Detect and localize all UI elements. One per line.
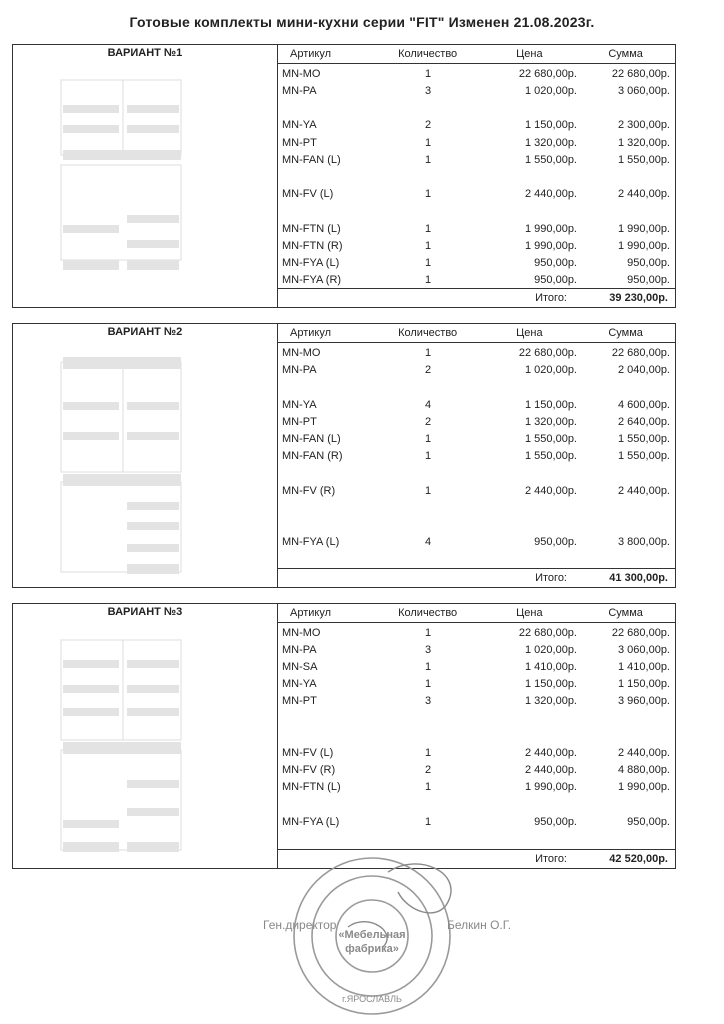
table-row xyxy=(278,745,676,761)
cell-article: MN-PT xyxy=(282,416,317,428)
table-row xyxy=(278,238,676,254)
table-row xyxy=(278,642,676,658)
total-row xyxy=(278,288,676,307)
cell-sum: 950,00р. xyxy=(627,274,670,286)
table-header xyxy=(278,45,675,64)
cell-price: 1 020,00р. xyxy=(525,364,577,376)
items-table xyxy=(277,604,675,868)
cell-qty: 1 xyxy=(424,678,432,690)
total-value: 42 520,00р. xyxy=(609,853,668,865)
cell-price: 950,00р. xyxy=(534,816,577,828)
header-article: Артикул xyxy=(290,327,332,339)
cell-qty: 1 xyxy=(424,347,432,359)
cell-article: MN-FAN (L) xyxy=(282,433,341,445)
cell-price: 22 680,00р. xyxy=(518,347,577,359)
cell-sum: 1 990,00р. xyxy=(618,781,670,793)
variant-block-3 xyxy=(12,603,676,869)
cell-sum: 950,00р. xyxy=(627,816,670,828)
total-label: Итого: xyxy=(535,292,567,304)
cell-price: 1 990,00р. xyxy=(525,223,577,235)
items-table xyxy=(277,45,675,307)
header-price: Цена xyxy=(516,327,543,339)
cell-price: 1 150,00р. xyxy=(525,119,577,131)
header-qty: Количество xyxy=(398,607,458,619)
cell-article: MN-PA xyxy=(282,85,317,97)
table-row xyxy=(278,186,676,202)
table-row xyxy=(278,272,676,288)
cell-price: 1 550,00р. xyxy=(525,154,577,166)
cell-qty: 1 xyxy=(424,747,432,759)
cell-qty: 4 xyxy=(424,536,432,548)
cell-sum: 1 550,00р. xyxy=(618,433,670,445)
cell-price: 1 320,00р. xyxy=(525,695,577,707)
table-row xyxy=(278,135,676,151)
total-label: Итого: xyxy=(535,853,567,865)
cell-article: MN-SA xyxy=(282,661,318,673)
svg-text:г.ЯРОСЛАВЛЬ: г.ЯРОСЛАВЛЬ xyxy=(342,994,402,1004)
cell-article: MN-FV (R) xyxy=(282,764,336,776)
cell-qty: 2 xyxy=(424,364,432,376)
table-row xyxy=(278,625,676,641)
cell-qty: 1 xyxy=(424,240,432,252)
table-row xyxy=(278,483,676,499)
header-article: Артикул xyxy=(290,607,332,619)
cell-sum: 1 990,00р. xyxy=(618,223,670,235)
cell-sum: 2 440,00р. xyxy=(618,188,670,200)
cell-article: MN-MO xyxy=(282,347,321,359)
cell-price: 1 990,00р. xyxy=(525,240,577,252)
table-row xyxy=(278,693,676,709)
cell-sum: 2 040,00р. xyxy=(618,364,670,376)
cell-sum: 1 150,00р. xyxy=(618,678,670,690)
cell-article: MN-FAN (L) xyxy=(282,154,341,166)
cell-article: MN-YA xyxy=(282,678,317,690)
header-qty: Количество xyxy=(398,327,458,339)
svg-text:«Мебельная: «Мебельная xyxy=(338,929,406,941)
cell-price: 950,00р. xyxy=(534,274,577,286)
cell-qty: 1 xyxy=(424,68,432,80)
cell-price: 2 440,00р. xyxy=(525,764,577,776)
total-value: 39 230,00р. xyxy=(609,292,668,304)
cell-price: 950,00р. xyxy=(534,257,577,269)
cell-sum: 1 550,00р. xyxy=(618,154,670,166)
table-row xyxy=(278,345,676,361)
cell-article: MN-FYA (L) xyxy=(282,257,340,269)
cell-sum: 1 550,00р. xyxy=(618,450,670,462)
items-table xyxy=(277,324,675,587)
cell-article: MN-FV (R) xyxy=(282,485,336,497)
cell-qty: 2 xyxy=(424,764,432,776)
signature-position: Ген.директор xyxy=(263,918,337,932)
table-row xyxy=(278,448,676,464)
cell-price: 2 440,00р. xyxy=(525,485,577,497)
total-row xyxy=(278,568,676,587)
cell-price: 1 410,00р. xyxy=(525,661,577,673)
table-row xyxy=(278,762,676,778)
cell-article: MN-FV (L) xyxy=(282,747,334,759)
page-title: Готовые комплекты мини-кухни серии "FIT" Изменен 21.08.2023г. xyxy=(129,14,595,30)
cell-article: MN-MO xyxy=(282,627,321,639)
cell-article: MN-PA xyxy=(282,364,317,376)
cell-qty: 1 xyxy=(424,274,432,286)
cell-price: 1 550,00р. xyxy=(525,450,577,462)
cell-qty: 2 xyxy=(424,119,432,131)
cell-price: 2 440,00р. xyxy=(525,188,577,200)
cell-sum: 2 640,00р. xyxy=(618,416,670,428)
table-row xyxy=(278,659,676,675)
cell-sum: 2 440,00р. xyxy=(618,485,670,497)
header-sum: Сумма xyxy=(608,607,643,619)
cell-qty: 1 xyxy=(424,485,432,497)
cell-sum: 3 060,00р. xyxy=(618,644,670,656)
cell-qty: 3 xyxy=(424,695,432,707)
cell-price: 1 020,00р. xyxy=(525,85,577,97)
cell-qty: 1 xyxy=(424,154,432,166)
cell-article: MN-MO xyxy=(282,68,321,80)
cell-price: 1 150,00р. xyxy=(525,678,577,690)
cell-article: MN-FTN (L) xyxy=(282,781,341,793)
cell-sum: 1 320,00р. xyxy=(618,137,670,149)
header-article: Артикул xyxy=(290,48,332,60)
total-label: Итого: xyxy=(535,572,567,584)
variant-block-2 xyxy=(12,323,676,588)
cell-article: MN-PT xyxy=(282,695,317,707)
cell-article: MN-YA xyxy=(282,119,317,131)
header-qty: Количество xyxy=(398,48,458,60)
cell-qty: 1 xyxy=(424,257,432,269)
variant-title: ВАРИАНТ №3 xyxy=(107,606,183,618)
cell-sum: 4 880,00р. xyxy=(618,764,670,776)
variant-title: ВАРИАНТ №1 xyxy=(107,47,183,59)
cell-article: MN-FTN (L) xyxy=(282,223,341,235)
table-row xyxy=(278,431,676,447)
table-row xyxy=(278,362,676,378)
table-row xyxy=(278,414,676,430)
cell-sum: 1 410,00р. xyxy=(618,661,670,673)
cell-price: 1 150,00р. xyxy=(525,399,577,411)
cell-sum: 3 800,00р. xyxy=(618,536,670,548)
table-row xyxy=(278,83,676,99)
cell-price: 1 320,00р. xyxy=(525,137,577,149)
table-row xyxy=(278,66,676,82)
cell-qty: 4 xyxy=(424,399,432,411)
table-header xyxy=(278,604,675,623)
table-row xyxy=(278,221,676,237)
cell-qty: 1 xyxy=(424,223,432,235)
cell-qty: 3 xyxy=(424,644,432,656)
cell-qty: 1 xyxy=(424,661,432,673)
cell-sum: 22 680,00р. xyxy=(611,347,670,359)
cell-price: 1 990,00р. xyxy=(525,781,577,793)
signature-name: Белкин О.Г. xyxy=(447,918,512,932)
cell-price: 2 440,00р. xyxy=(525,747,577,759)
header-sum: Сумма xyxy=(608,327,643,339)
table-row xyxy=(278,397,676,413)
svg-text:фабрика»: фабрика» xyxy=(345,943,399,955)
cell-sum: 1 990,00р. xyxy=(618,240,670,252)
header-price: Цена xyxy=(516,48,543,60)
header-price: Цена xyxy=(516,607,543,619)
cell-price: 950,00р. xyxy=(534,536,577,548)
cell-article: MN-PA xyxy=(282,644,317,656)
cell-qty: 1 xyxy=(424,188,432,200)
cell-sum: 950,00р. xyxy=(627,257,670,269)
cell-price: 22 680,00р. xyxy=(518,627,577,639)
cell-qty: 1 xyxy=(424,816,432,828)
cell-article: MN-FYA (L) xyxy=(282,816,340,828)
variant-title: ВАРИАНТ №2 xyxy=(107,326,183,338)
table-row xyxy=(278,779,676,795)
cell-article: MN-YA xyxy=(282,399,317,411)
table-row xyxy=(278,152,676,168)
cabinet-drawing xyxy=(43,75,203,300)
cell-article: MN-FYA (L) xyxy=(282,536,340,548)
cell-sum: 22 680,00р. xyxy=(611,68,670,80)
cell-sum: 4 600,00р. xyxy=(618,399,670,411)
table-row xyxy=(278,255,676,271)
cell-sum: 22 680,00р. xyxy=(611,627,670,639)
cell-qty: 1 xyxy=(424,627,432,639)
table-row xyxy=(278,814,676,830)
table-row xyxy=(278,676,676,692)
table-header xyxy=(278,324,675,343)
cell-price: 1 320,00р. xyxy=(525,416,577,428)
header-sum: Сумма xyxy=(608,48,643,60)
company-stamp xyxy=(288,852,456,1020)
cell-article: MN-FTN (R) xyxy=(282,240,343,252)
cabinet-drawing xyxy=(43,352,203,582)
table-row xyxy=(278,534,676,550)
cell-article: MN-FV (L) xyxy=(282,188,334,200)
variant-block-1 xyxy=(12,44,676,308)
cell-price: 22 680,00р. xyxy=(518,68,577,80)
cell-qty: 1 xyxy=(424,433,432,445)
cell-article: MN-FAN (R) xyxy=(282,450,343,462)
cabinet-drawing xyxy=(43,630,203,862)
cell-sum: 2 440,00р. xyxy=(618,747,670,759)
cell-qty: 1 xyxy=(424,781,432,793)
cell-sum: 2 300,00р. xyxy=(618,119,670,131)
cell-qty: 1 xyxy=(424,450,432,462)
cell-sum: 3 960,00р. xyxy=(618,695,670,707)
cell-sum: 3 060,00р. xyxy=(618,85,670,97)
cell-price: 1 550,00р. xyxy=(525,433,577,445)
cell-qty: 2 xyxy=(424,416,432,428)
total-value: 41 300,00р. xyxy=(609,572,668,584)
cell-qty: 3 xyxy=(424,85,432,97)
cell-price: 1 020,00р. xyxy=(525,644,577,656)
table-row xyxy=(278,117,676,133)
cell-qty: 1 xyxy=(424,137,432,149)
cell-article: MN-PT xyxy=(282,137,317,149)
cell-article: MN-FYA (R) xyxy=(282,274,342,286)
